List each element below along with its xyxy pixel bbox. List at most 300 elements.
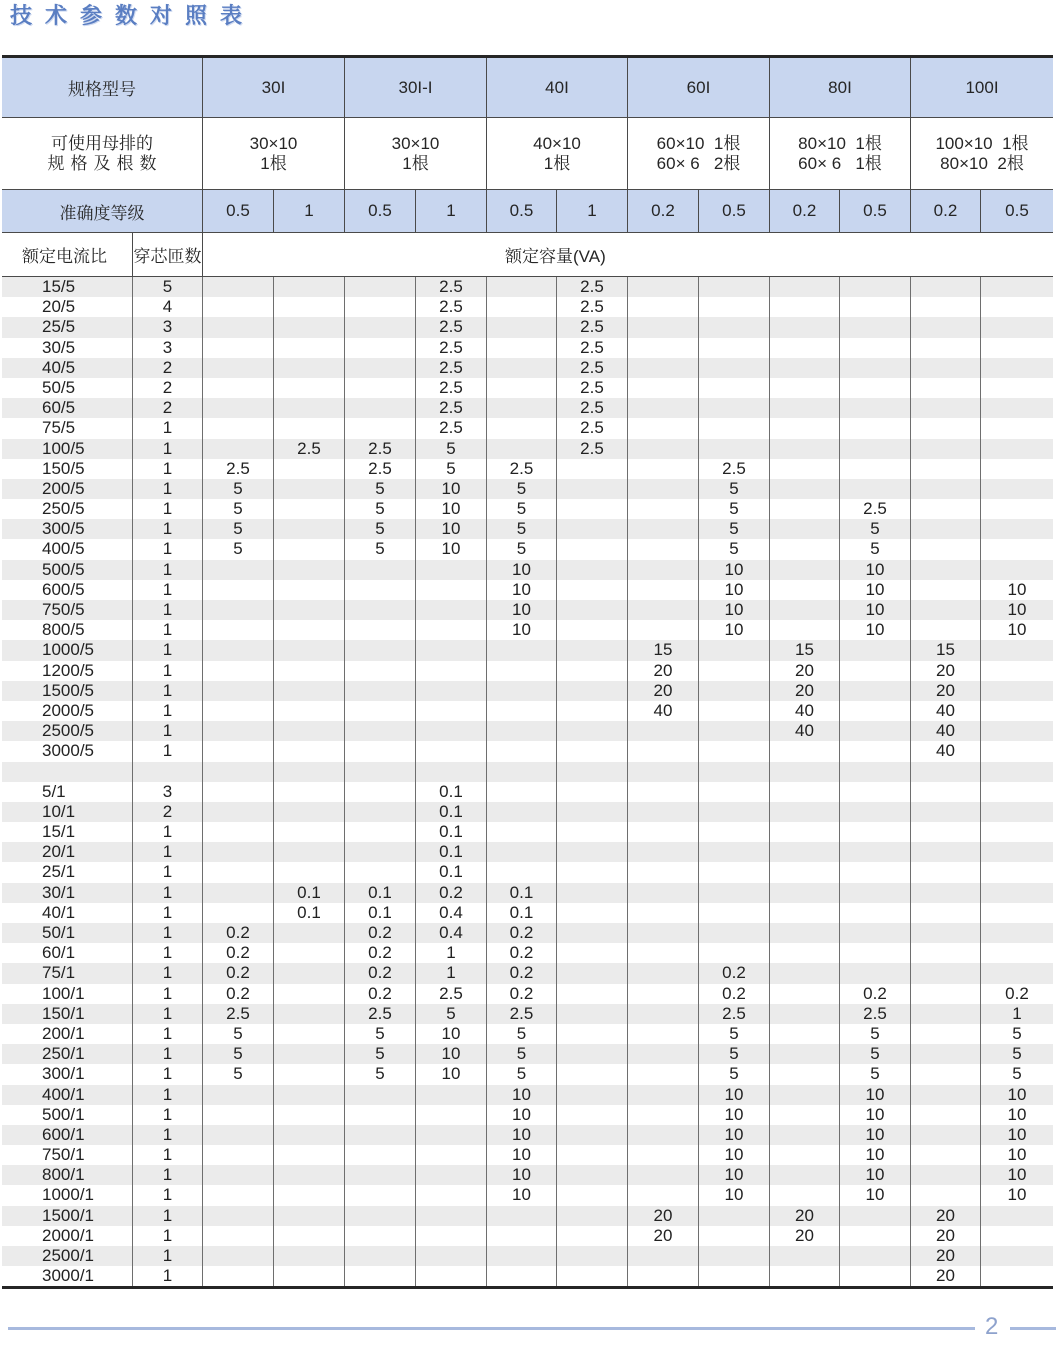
va-cell — [557, 701, 628, 721]
va-cell: 10 — [840, 1165, 911, 1185]
va-cell — [699, 317, 770, 337]
va-cell — [203, 620, 274, 640]
va-cell: 10 — [487, 1185, 557, 1205]
va-cell: 5 — [345, 1064, 416, 1084]
accuracy-label-cell: 准确度等级 — [2, 190, 203, 232]
va-cell — [770, 1085, 840, 1105]
ratio-cell: 1200/5 — [2, 661, 133, 681]
va-cell: 0.2 — [416, 883, 487, 903]
va-cell: 2.5 — [416, 297, 487, 317]
va-cell — [770, 418, 840, 438]
va-cell — [628, 519, 699, 539]
turns-cell: 3 — [133, 338, 203, 358]
busbar-spec-line: 1根 — [260, 153, 287, 173]
va-cell: 0.1 — [416, 862, 487, 882]
va-cell — [274, 1024, 345, 1044]
va-cell — [699, 418, 770, 438]
va-cell: 5 — [345, 1024, 416, 1044]
va-cell: 10 — [699, 580, 770, 600]
va-cell — [699, 338, 770, 358]
busbar-spec-80i — [770, 118, 911, 189]
va-cell — [699, 822, 770, 842]
table-row — [2, 398, 1053, 418]
va-cell: 2.5 — [345, 1004, 416, 1024]
va-cell: 10 — [487, 600, 557, 620]
va-cell — [487, 1246, 557, 1266]
turns-cell: 1 — [133, 842, 203, 862]
table-row — [2, 1044, 1053, 1064]
va-cell: 5 — [840, 519, 911, 539]
va-cell: 5 — [487, 519, 557, 539]
va-cell — [557, 984, 628, 1004]
turns-cell: 1 — [133, 1206, 203, 1226]
va-cell — [628, 317, 699, 337]
table-row — [2, 1246, 1053, 1266]
turns-cell: 1 — [133, 499, 203, 519]
va-cell — [911, 277, 981, 297]
table-row — [2, 681, 1053, 701]
va-cell: 1 — [1012, 1003, 1022, 1023]
va-cell — [699, 903, 770, 923]
va-cell — [274, 963, 345, 983]
va-cell — [628, 1165, 699, 1185]
table-row — [2, 822, 1053, 842]
va-cell — [557, 459, 628, 479]
va-cell — [416, 600, 487, 620]
va-cell — [770, 963, 840, 983]
va-cell — [770, 1145, 840, 1165]
va-cell — [345, 681, 416, 701]
va-cell — [203, 842, 274, 862]
ratio-cell: 100/5 — [2, 439, 133, 459]
va-cell: 15 — [770, 640, 840, 660]
va-cell: 0.2 — [203, 923, 274, 943]
va-cell — [770, 802, 840, 822]
va-cell — [487, 782, 557, 802]
va-cell — [345, 297, 416, 317]
va-cell: 1 — [416, 963, 487, 983]
va-cell — [203, 1165, 274, 1185]
table-row — [2, 1024, 1053, 1044]
va-cell — [416, 681, 487, 701]
va-cell: 2.5 — [557, 439, 628, 459]
va-cell — [416, 1105, 487, 1125]
va-cell — [203, 903, 274, 923]
busbar-label-line: 可使用母排的 — [51, 133, 153, 153]
va-cell — [487, 378, 557, 398]
va-cell — [274, 499, 345, 519]
va-cell: 20 — [628, 1226, 699, 1246]
va-cell: 10 — [487, 1105, 557, 1125]
va-cell: 0.1 — [345, 883, 416, 903]
va-cell: 2.5 — [557, 277, 628, 297]
va-cell — [628, 883, 699, 903]
va-cell — [557, 963, 628, 983]
va-cell — [981, 782, 1053, 802]
va-cell — [699, 1266, 770, 1286]
va-cell: 10 — [1007, 1104, 1027, 1124]
empty-cell — [416, 762, 487, 782]
va-cell: 5 — [203, 539, 274, 559]
va-cell: 20 — [770, 1206, 840, 1226]
va-cell: 2.5 — [487, 459, 557, 479]
va-cell: 10 — [487, 620, 557, 640]
va-cell: 2.5 — [557, 317, 628, 337]
va-cell: 20 — [911, 661, 981, 681]
va-cell — [274, 418, 345, 438]
va-cell — [628, 1085, 699, 1105]
va-cell — [557, 1105, 628, 1125]
va-cell — [911, 822, 981, 842]
table-row — [2, 741, 1053, 761]
va-cell: 5 — [1012, 1044, 1022, 1064]
va-cell: 40 — [628, 701, 699, 721]
busbar-label-line: 规格及根数 — [47, 153, 163, 173]
va-cell: 10 — [1007, 579, 1027, 599]
va-cell — [699, 842, 770, 862]
va-cell — [911, 479, 981, 499]
page-title: 技术参数对照表 — [10, 4, 256, 29]
va-cell — [203, 1125, 274, 1145]
turns-label: 穿芯匝数 — [133, 233, 203, 276]
va-cell — [203, 1246, 274, 1266]
empty-cell — [981, 762, 1053, 782]
va-cell — [487, 1206, 557, 1226]
va-cell — [981, 418, 1053, 438]
va-cell: 0.2 — [203, 984, 274, 1004]
ratio-cell: 1000/1 — [2, 1185, 133, 1205]
va-cell — [345, 418, 416, 438]
table-row — [2, 459, 1053, 479]
va-cell — [840, 1266, 911, 1286]
va-cell: 5 — [699, 1044, 770, 1064]
empty-cell — [840, 762, 911, 782]
model-header-80i: 80I — [770, 58, 911, 117]
va-cell — [911, 499, 981, 519]
va-cell: 5 — [203, 499, 274, 519]
ratio-cell: 500/1 — [2, 1105, 133, 1125]
table-row — [2, 661, 1053, 681]
va-cell — [274, 600, 345, 620]
va-cell — [981, 883, 1053, 903]
va-cell — [981, 277, 1053, 297]
busbar-spec-line: 1根 — [402, 153, 429, 173]
va-cell — [628, 560, 699, 580]
va-cell: 10 — [699, 1125, 770, 1145]
va-cell: 0.1 — [274, 903, 345, 923]
va-cell: 5 — [487, 539, 557, 559]
va-cell: 20 — [628, 1206, 699, 1226]
va-cell — [840, 721, 911, 741]
va-cell — [203, 439, 274, 459]
turns-cell: 1 — [133, 1246, 203, 1266]
va-cell — [345, 842, 416, 862]
va-cell — [628, 721, 699, 741]
va-cell — [274, 1185, 345, 1205]
va-cell — [203, 1206, 274, 1226]
va-cell — [557, 1266, 628, 1286]
va-cell: 0.1 — [487, 903, 557, 923]
va-cell — [416, 1185, 487, 1205]
va-cell: 0.1 — [416, 842, 487, 862]
accuracy-class-cell: 1 — [557, 190, 628, 232]
va-cell — [345, 620, 416, 640]
table-row — [2, 640, 1053, 660]
va-cell — [981, 398, 1053, 418]
va-cell — [911, 923, 981, 943]
va-cell — [628, 479, 699, 499]
va-cell — [628, 903, 699, 923]
va-cell — [345, 317, 416, 337]
va-cell — [911, 338, 981, 358]
va-cell — [274, 1226, 345, 1246]
va-cell: 0.2 — [487, 984, 557, 1004]
table-row — [2, 1206, 1053, 1226]
table-row — [2, 277, 1053, 297]
va-cell — [345, 1206, 416, 1226]
va-cell: 2.5 — [557, 358, 628, 378]
va-cell — [416, 560, 487, 580]
ratio-label: 额定电流比 — [2, 233, 133, 276]
va-cell — [557, 721, 628, 741]
va-cell — [911, 539, 981, 559]
va-cell — [770, 1064, 840, 1084]
va-cell — [345, 277, 416, 297]
va-cell: 5 — [487, 1064, 557, 1084]
ratio-cell: 400/5 — [2, 539, 133, 559]
table-row — [2, 1085, 1053, 1105]
ratio-cell: 60/1 — [2, 943, 133, 963]
va-cell — [203, 640, 274, 660]
va-cell: 15 — [628, 640, 699, 660]
model-header-30i-i: 30I-I — [345, 58, 487, 117]
va-cell: 20 — [911, 1266, 981, 1286]
va-cell: 0.1 — [416, 802, 487, 822]
va-cell — [487, 701, 557, 721]
va-cell — [416, 1165, 487, 1185]
va-cell — [557, 1145, 628, 1165]
va-cell — [487, 439, 557, 459]
turns-cell: 1 — [133, 1085, 203, 1105]
va-cell — [628, 802, 699, 822]
table-row — [2, 378, 1053, 398]
va-cell — [274, 822, 345, 842]
va-cell — [557, 620, 628, 640]
ratio-cell: 40/5 — [2, 358, 133, 378]
table-row — [2, 600, 1053, 620]
va-cell — [487, 297, 557, 317]
va-cell: 10 — [416, 539, 487, 559]
va-cell — [628, 862, 699, 882]
va-cell — [274, 1044, 345, 1064]
va-cell — [203, 1105, 274, 1125]
table-row — [2, 903, 1053, 923]
accuracy-class-cell: 0.5 — [203, 190, 274, 232]
va-cell — [840, 741, 911, 761]
va-cell: 2.5 — [557, 418, 628, 438]
va-cell — [981, 1266, 1053, 1286]
accuracy-class-cell: 0.5 — [345, 190, 416, 232]
va-cell — [274, 1145, 345, 1165]
va-cell — [840, 681, 911, 701]
va-cell — [345, 560, 416, 580]
va-cell — [345, 1145, 416, 1165]
va-cell — [274, 721, 345, 741]
va-cell: 20 — [911, 1226, 981, 1246]
ratio-cell: 800/5 — [2, 620, 133, 640]
model-header-30i: 30I — [203, 58, 345, 117]
va-cell: 2.5 — [557, 297, 628, 317]
ratio-cell: 2500/1 — [2, 1246, 133, 1266]
turns-cell: 1 — [133, 1165, 203, 1185]
va-cell — [699, 721, 770, 741]
va-cell — [628, 741, 699, 761]
va-cell — [345, 1105, 416, 1125]
va-cell — [557, 479, 628, 499]
va-cell — [274, 620, 345, 640]
table-row — [2, 297, 1053, 317]
va-cell — [699, 1246, 770, 1266]
va-cell — [911, 1085, 981, 1105]
va-cell — [203, 1185, 274, 1205]
va-cell — [203, 1085, 274, 1105]
va-cell — [557, 519, 628, 539]
va-cell — [770, 984, 840, 1004]
va-cell — [840, 459, 911, 479]
va-cell — [840, 1246, 911, 1266]
va-cell: 5 — [699, 479, 770, 499]
va-cell: 5 — [345, 519, 416, 539]
va-cell — [628, 277, 699, 297]
va-cell — [981, 842, 1053, 862]
accuracy-class-cell: 1 — [274, 190, 345, 232]
va-cell — [770, 822, 840, 842]
turns-cell: 1 — [133, 1226, 203, 1246]
turns-cell: 1 — [133, 903, 203, 923]
va-cell — [203, 358, 274, 378]
empty-cell — [133, 762, 203, 782]
va-cell: 0.1 — [416, 782, 487, 802]
ratio-cell: 50/5 — [2, 378, 133, 398]
va-cell — [203, 721, 274, 741]
va-cell — [416, 741, 487, 761]
va-cell: 2.5 — [840, 499, 911, 519]
va-cell: 2.5 — [416, 317, 487, 337]
va-cell — [770, 620, 840, 640]
va-cell: 40 — [911, 741, 981, 761]
va-cell — [345, 378, 416, 398]
va-cell — [770, 923, 840, 943]
va-cell — [981, 519, 1053, 539]
va-cell: 5 — [699, 519, 770, 539]
va-cell — [557, 499, 628, 519]
va-cell — [345, 580, 416, 600]
turns-cell: 1 — [133, 1024, 203, 1044]
va-cell — [274, 943, 345, 963]
va-cell: 2.5 — [345, 459, 416, 479]
va-cell — [416, 1125, 487, 1145]
va-cell: 0.2 — [345, 943, 416, 963]
va-cell — [699, 277, 770, 297]
column-label-row — [2, 233, 1053, 277]
va-cell — [770, 317, 840, 337]
ratio-cell: 1000/5 — [2, 640, 133, 660]
va-cell — [770, 862, 840, 882]
va-cell: 2.5 — [203, 1004, 274, 1024]
va-cell — [911, 943, 981, 963]
va-cell — [274, 923, 345, 943]
va-cell: 0.2 — [203, 943, 274, 963]
va-cell — [487, 822, 557, 842]
va-cell — [981, 822, 1053, 842]
ratio-cell: 15/1 — [2, 822, 133, 842]
table-row — [2, 338, 1053, 358]
va-cell — [840, 338, 911, 358]
va-cell — [274, 459, 345, 479]
empty-cell — [770, 762, 840, 782]
va-cell — [770, 782, 840, 802]
va-cell — [203, 398, 274, 418]
va-cell: 10 — [416, 1024, 487, 1044]
va-cell — [981, 459, 1053, 479]
va-cell — [203, 862, 274, 882]
va-cell — [628, 439, 699, 459]
ratio-cell: 60/5 — [2, 398, 133, 418]
va-cell — [345, 802, 416, 822]
va-cell: 5 — [345, 479, 416, 499]
va-cell — [557, 862, 628, 882]
va-cell — [628, 1044, 699, 1064]
ratio-cell: 30/5 — [2, 338, 133, 358]
turns-cell: 4 — [133, 297, 203, 317]
page-number: 2 — [985, 1313, 999, 1340]
va-cell — [981, 439, 1053, 459]
va-cell — [487, 418, 557, 438]
va-cell — [274, 782, 345, 802]
va-cell: 10 — [840, 1125, 911, 1145]
turns-cell: 1 — [133, 418, 203, 438]
va-cell — [557, 1085, 628, 1105]
va-cell — [557, 661, 628, 681]
table-row — [2, 1004, 1053, 1024]
busbar-spec-line: 60×10 1根 — [656, 133, 741, 153]
turns-cell: 1 — [133, 701, 203, 721]
ratio-cell: 3000/1 — [2, 1266, 133, 1286]
va-cell — [840, 358, 911, 378]
va-cell — [274, 297, 345, 317]
turns-cell: 1 — [133, 984, 203, 1004]
va-cell — [770, 398, 840, 418]
va-cell: 15 — [911, 640, 981, 660]
va-cell — [770, 1185, 840, 1205]
va-cell — [557, 923, 628, 943]
va-cell — [628, 600, 699, 620]
accuracy-row — [2, 190, 1053, 233]
va-cell — [770, 378, 840, 398]
va-cell — [628, 782, 699, 802]
table-row — [2, 418, 1053, 438]
va-cell: 10 — [1007, 1124, 1027, 1144]
va-cell: 40 — [911, 721, 981, 741]
va-cell — [770, 539, 840, 559]
va-cell: 2.5 — [487, 1004, 557, 1024]
va-cell — [557, 943, 628, 963]
busbar-row — [2, 118, 1053, 190]
turns-cell: 2 — [133, 398, 203, 418]
turns-cell: 1 — [133, 862, 203, 882]
va-cell — [203, 822, 274, 842]
table-row — [2, 1226, 1053, 1246]
